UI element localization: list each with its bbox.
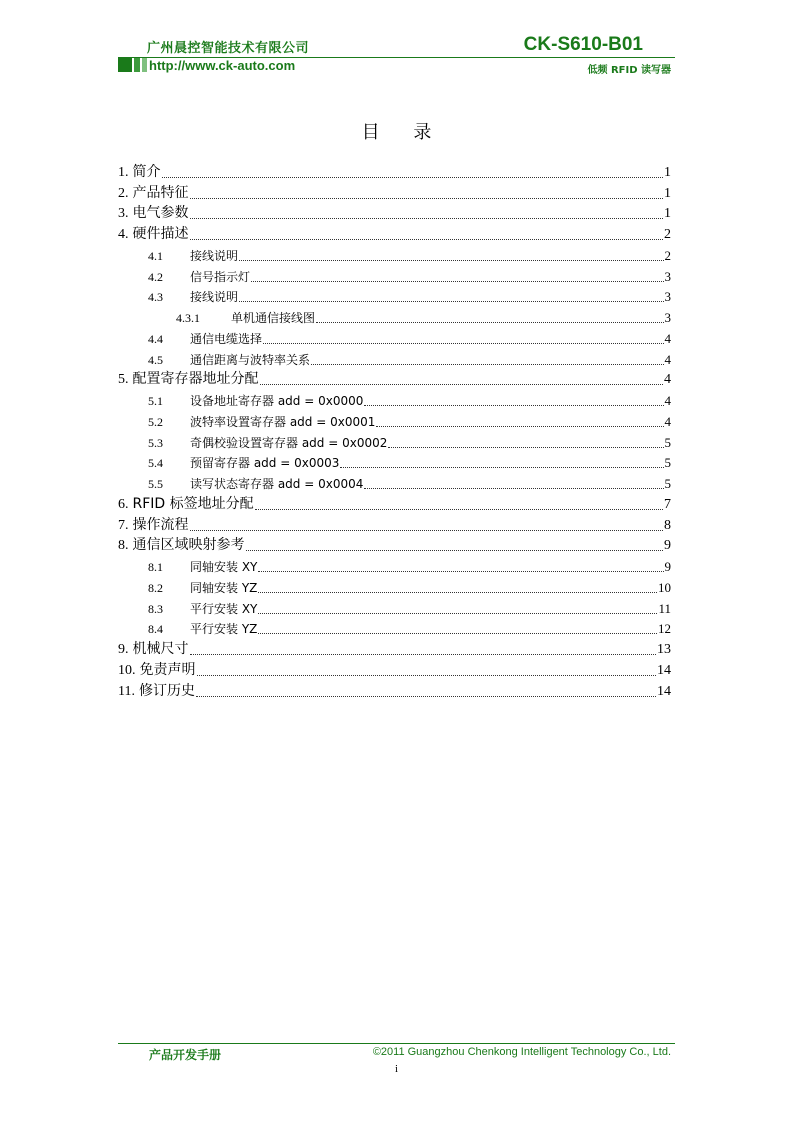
toc-entry-page: 8	[664, 517, 671, 533]
toc-entry-label: 信号指示灯	[190, 269, 251, 284]
toc-leader	[196, 696, 656, 697]
toc-entry-number: 5.2	[148, 414, 163, 429]
toc-entry-number: 8.4	[148, 622, 163, 637]
toc-entry-label: RFID 标签地址分配	[132, 495, 254, 512]
toc-entry-number: 6.	[118, 496, 129, 512]
toc-entry-label: 产品特征	[132, 184, 189, 201]
toc-entry-label: 硬件描述	[132, 226, 189, 242]
toc-entry-label: 电气参数	[132, 205, 189, 222]
toc-subentry[interactable]	[118, 617, 671, 638]
toc-entry-label: 通信区域映射参考	[132, 537, 245, 554]
toc-leader	[258, 592, 657, 593]
toc-leader	[364, 405, 663, 406]
toc-entry-number: 5.4	[148, 456, 163, 471]
toc-entry-page: 4	[664, 330, 671, 346]
toc-entry-label: 修订历史	[138, 682, 195, 699]
toc-leader	[340, 467, 663, 468]
toc-entry-label: 机械尺寸	[132, 641, 189, 657]
toc-subentry[interactable]	[118, 471, 671, 492]
product-name: 低频 RFID 读写器	[587, 65, 671, 76]
toc-entry-number: 4.3	[148, 290, 163, 305]
toc-leader	[239, 260, 663, 261]
toc-subentry[interactable]	[118, 347, 671, 368]
toc-entry-label: 同轴安装 YZ	[190, 580, 258, 595]
toc-subentry[interactable]	[118, 554, 671, 575]
toc-entry-page: 10	[658, 579, 671, 595]
toc-entry-number: 8.2	[148, 580, 163, 595]
toc-entry-page: 5	[664, 476, 671, 491]
toc-entry-number: 2.	[118, 185, 129, 201]
toc-leader	[255, 509, 663, 510]
toc-leader	[258, 613, 657, 614]
toc-leader	[258, 571, 663, 572]
toc-entry-page: 2	[664, 247, 671, 263]
toc-subentry[interactable]	[118, 596, 671, 617]
toc-entry-number: 4.	[118, 227, 129, 242]
toc-entry-page: 1	[664, 206, 671, 222]
table-of-contents	[118, 160, 671, 700]
toc-entry-label: 单机通信接线图	[231, 311, 316, 325]
toc-entry-number: 11.	[118, 683, 135, 699]
toc-entry-label: 平行安装 XY	[190, 601, 258, 616]
toc-entry-page: 4	[664, 393, 671, 408]
toc-entry-page: 3	[664, 310, 671, 325]
toc-subentry[interactable]	[118, 264, 671, 285]
toc-subsubentry[interactable]	[118, 305, 671, 326]
toc-entry-number: 10.	[118, 662, 136, 678]
toc-entry-label: 通信距离与波特率关系	[190, 352, 311, 367]
toc-entry-label: 免责声明	[139, 661, 196, 678]
toc-title: 目 录	[361, 122, 446, 143]
toc-entry-page: 1	[664, 164, 671, 180]
toc-entry-page: 7	[664, 496, 671, 512]
toc-subentry[interactable]	[118, 326, 671, 347]
toc-entry-page: 3	[664, 289, 671, 305]
toc-leader	[246, 550, 664, 551]
toc-leader	[316, 322, 663, 323]
toc-entry-label: 操作流程	[132, 516, 189, 533]
toc-entry-page: 9	[664, 538, 671, 554]
toc-entry-number: 1.	[118, 164, 129, 180]
toc-entry-number: 5.5	[148, 477, 163, 491]
toc-entry-label: 设备地址寄存器 add = 0x0000	[190, 394, 364, 408]
toc-leader	[388, 447, 663, 448]
toc-entry-page: 1	[664, 185, 671, 201]
toc-entry-page: 4	[664, 413, 671, 429]
toc-entry-number: 8.	[118, 538, 129, 554]
toc-entry[interactable]	[118, 534, 671, 555]
company-url[interactable]: http://www.ck-auto.com	[149, 58, 296, 73]
toc-entry-number: 4.1	[148, 248, 163, 263]
toc-subentry[interactable]	[118, 451, 671, 472]
toc-entry-page: 14	[657, 683, 671, 699]
toc-entry-label: 奇偶校验设置寄存器 add = 0x0002	[190, 435, 388, 450]
toc-entry[interactable]	[118, 679, 671, 700]
toc-entry-label: 同轴安装 XY	[190, 560, 258, 574]
toc-leader	[190, 654, 657, 655]
toc-entry-label: 接线说明	[190, 290, 239, 305]
toc-entry-page: 9	[664, 559, 671, 574]
toc-leader	[251, 281, 663, 282]
toc-entry-label: 配置寄存器地址分配	[132, 371, 259, 388]
toc-leader	[190, 218, 664, 219]
toc-entry-label: 波特率设置寄存器 add = 0x0001	[190, 414, 376, 429]
toc-entry-label: 通信电缆选择	[190, 331, 263, 346]
toc-entry[interactable]	[118, 658, 671, 679]
page-number: i	[394, 1063, 399, 1075]
toc-entry-page: 5	[664, 434, 671, 450]
toc-entry-number: 8.1	[148, 560, 163, 574]
company-name: 广州晨控智能技术有限公司	[147, 41, 310, 56]
toc-entry-page: 14	[657, 662, 671, 678]
toc-entry-number: 5.	[118, 372, 129, 388]
toc-subentry[interactable]	[118, 575, 671, 596]
toc-entry-number: 4.3.1	[176, 311, 200, 325]
toc-subentry[interactable]	[118, 285, 671, 306]
toc-entry-number: 8.3	[148, 601, 163, 616]
footer-copyright: ©2011 Guangzhou Chenkong Intelligent Technology Co., Ltd.	[372, 1046, 671, 1058]
toc-entry-label: 读写状态寄存器 add = 0x0004	[190, 477, 364, 491]
footer-manual-title: 产品开发手册	[149, 1048, 222, 1062]
toc-subentry[interactable]	[118, 409, 671, 430]
toc-leader	[190, 198, 664, 199]
toc-leader	[190, 239, 664, 240]
toc-entry-page: 12	[658, 621, 671, 637]
toc-entry-number: 3.	[118, 206, 129, 222]
toc-entry-label: 预留寄存器 add = 0x0003	[190, 456, 340, 471]
toc-leader	[376, 426, 663, 427]
toc-entry-page: 13	[657, 642, 671, 657]
toc-entry-page: 4	[664, 351, 671, 367]
toc-entry-number: 4.5	[148, 352, 163, 367]
toc-entry[interactable]	[118, 222, 671, 243]
toc-entry-page: 3	[664, 268, 671, 284]
toc-leader	[311, 364, 663, 365]
toc-entry-page: 11	[658, 600, 671, 616]
toc-subentry[interactable]	[118, 243, 671, 264]
toc-entry-number: 4.2	[148, 269, 163, 284]
toc-entry-page: 5	[664, 455, 671, 471]
toc-leader	[263, 343, 663, 344]
toc-entry[interactable]	[118, 160, 671, 181]
toc-entry[interactable]	[118, 202, 671, 223]
toc-subentry[interactable]	[118, 388, 671, 409]
toc-leader	[197, 675, 657, 676]
toc-entry-label: 简介	[132, 163, 161, 180]
toc-entry-label: 平行安装 YZ	[190, 622, 258, 637]
toc-entry[interactable]	[118, 492, 671, 513]
toc-entry[interactable]	[118, 368, 671, 389]
toc-leader	[364, 488, 663, 489]
toc-entry-page: 2	[664, 227, 671, 242]
toc-entry-page: 4	[664, 372, 671, 388]
toc-entry-number: 7.	[118, 517, 129, 533]
toc-entry-number: 4.4	[148, 331, 163, 346]
header-logo-squares	[118, 58, 147, 72]
toc-leader	[260, 384, 664, 385]
toc-entry-number: 5.1	[148, 394, 163, 408]
toc-entry[interactable]	[118, 513, 671, 534]
toc-leader	[162, 177, 664, 178]
footer-rule	[118, 1043, 675, 1044]
toc-leader	[258, 633, 657, 634]
toc-leader	[190, 530, 664, 531]
toc-leader	[239, 301, 663, 302]
toc-subentry[interactable]	[118, 430, 671, 451]
toc-entry[interactable]	[118, 637, 671, 658]
toc-entry-number: 5.3	[148, 435, 163, 450]
toc-entry-label: 接线说明	[190, 248, 239, 263]
model-number: CK-S610-B01	[523, 34, 643, 55]
toc-entry[interactable]	[118, 181, 671, 202]
toc-entry-number: 9.	[118, 642, 129, 657]
